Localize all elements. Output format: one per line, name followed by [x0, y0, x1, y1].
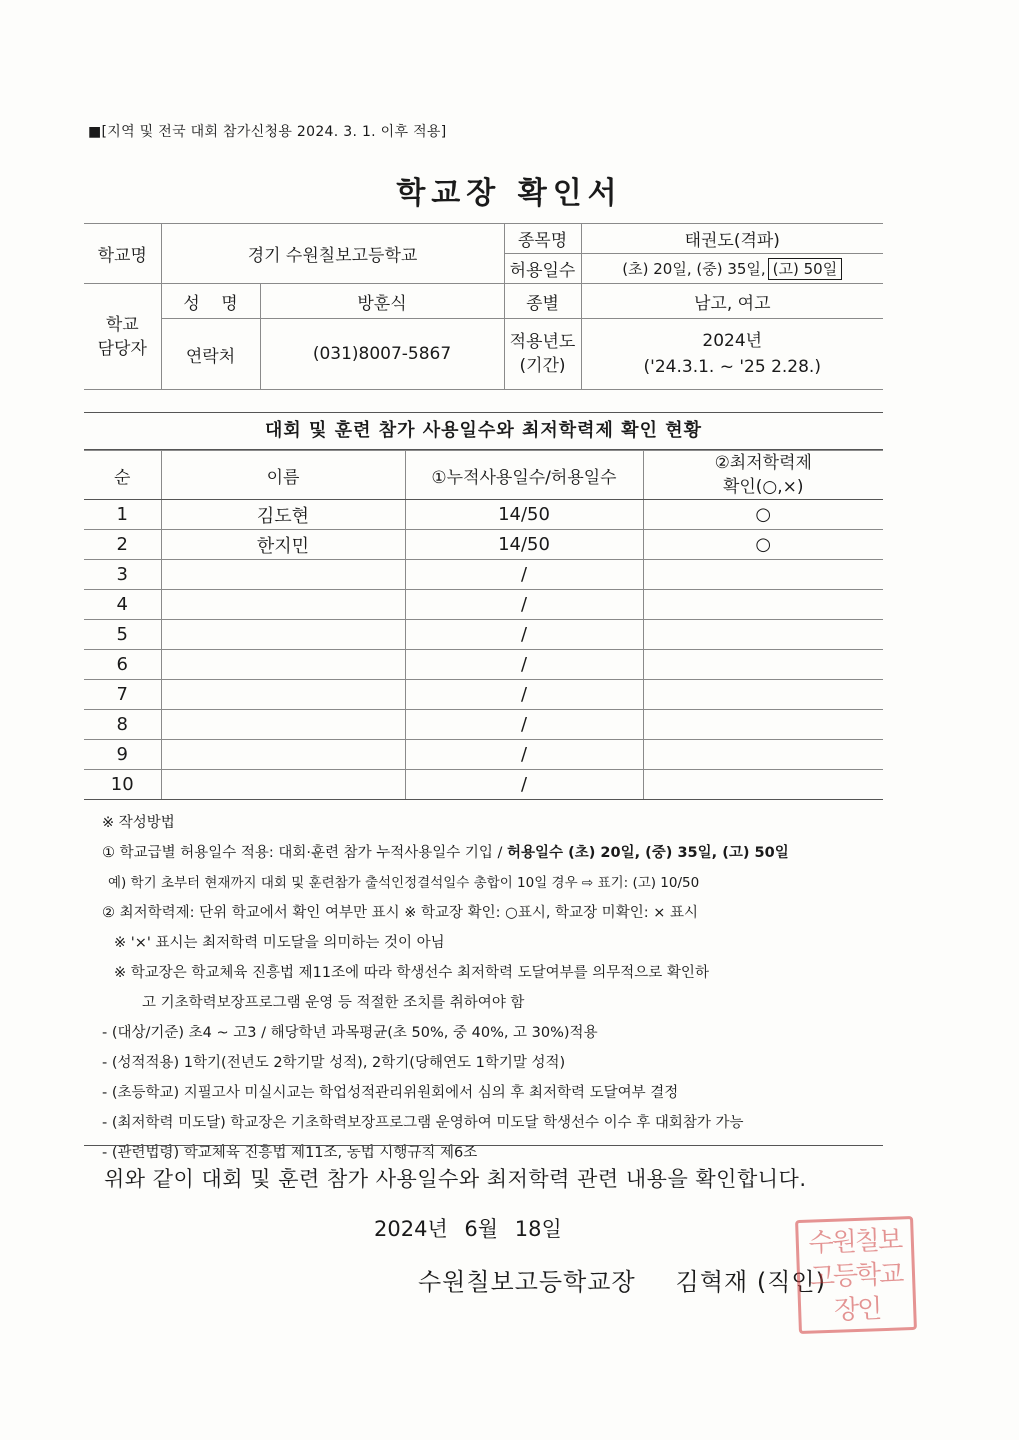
row-days: / — [405, 740, 643, 770]
row-name: 김도현 — [161, 500, 405, 530]
signer-name: 김혁재 (직인) — [675, 1268, 826, 1296]
divider — [84, 1145, 883, 1146]
row-academic-check: ○ — [643, 530, 883, 560]
instruction-1 — [84, 838, 884, 868]
phone-value: (031)8007-5867 — [260, 319, 504, 390]
official-seal-stamp — [795, 1216, 917, 1334]
instruction-2-note-b1: ※ 학교장은 학교체육 진흥법 제11조에 따라 학생선수 최저학력 도달여부를 의무적으로 확인하 — [114, 965, 709, 981]
row-days: / — [405, 770, 643, 800]
phone-label: 연락처 — [161, 319, 260, 390]
instruction-2: ② 최저학력제: 단위 학교에서 확인 여부만 표시 ※ 학교장 확인: ○표시, 학교장 미확인: × 표시 — [102, 905, 698, 921]
detail-elementary: - (초등학교) 지필고사 미실시교는 학업성적관리위원회에서 심의 후 최저학력 도달여부 결정 — [102, 1085, 679, 1101]
row-name — [161, 740, 405, 770]
row-academic-check — [643, 710, 883, 740]
confirmation-text: 위와 같이 대회 및 훈련 참가 사용일수와 최저학력 관련 내용을 확인합니다. — [104, 1167, 807, 1191]
row-order: 5 — [84, 620, 161, 650]
table-row — [84, 650, 883, 680]
row-days: / — [405, 590, 643, 620]
allowed-days-value — [581, 254, 883, 284]
row-days: / — [405, 650, 643, 680]
row-name — [161, 620, 405, 650]
row-academic-check — [643, 770, 883, 800]
detail-target: - (대상/기준) 초4 ~ 고3 / 해당학년 과목평균(초 50%, 중 40%, 고 30%)적용 — [102, 1025, 598, 1041]
table-row — [84, 590, 883, 620]
header-name: 이름 — [161, 451, 405, 500]
instruction-1-example: 예) 학기 초부터 현재까지 대회 및 훈련참가 출석인정결석일수 총합이 10일 경우 ⇨ 표기: (고) 10/50 — [108, 875, 700, 891]
table-row — [84, 770, 883, 800]
table-row — [84, 620, 883, 650]
name-label: 성 명 — [161, 284, 260, 319]
seal-text: 수원칠보고등학교장인 — [808, 1225, 903, 1326]
row-days: 14/50 — [405, 530, 643, 560]
instruction-2-note-b2: 고 기초학력보장프로그램 운영 등 적절한 조치를 취하여야 함 — [142, 995, 525, 1011]
row-days: / — [405, 620, 643, 650]
allowed-days-prefix: (초) 20일, (중) 35일, — [622, 260, 766, 278]
category-label: 종별 — [504, 284, 581, 319]
allowed-days-label: 허용일수 — [504, 254, 581, 284]
participation-table — [84, 450, 883, 800]
row-academic-check — [643, 650, 883, 680]
row-name — [161, 590, 405, 620]
instruction-2-note-a: ※ '×' 표시는 최저학력 미도달을 의미하는 것이 아님 — [114, 935, 445, 951]
allowed-days-high-school: (고) 50일 — [768, 258, 843, 280]
row-name: 한지민 — [161, 530, 405, 560]
table-body — [84, 500, 883, 800]
school-info-table — [84, 223, 883, 390]
instruction-1-text: ① 학교급별 허용일수 적용: 대회·훈련 참가 누적사용일수 기입 / — [102, 845, 508, 861]
application-note: ■[지역 및 전국 대회 참가신청용 2024. 3. 1. 이후 적용] — [88, 124, 447, 140]
row-order: 2 — [84, 530, 161, 560]
row-academic-check — [643, 680, 883, 710]
row-order: 10 — [84, 770, 161, 800]
row-name — [161, 710, 405, 740]
row-order: 9 — [84, 740, 161, 770]
row-order: 6 — [84, 650, 161, 680]
table-row — [84, 680, 883, 710]
signer — [418, 1262, 826, 1297]
row-name — [161, 560, 405, 590]
row-name — [161, 680, 405, 710]
instruction-1-bold: 허용일수 (초) 20일, (중) 35일, (고) 50일 — [507, 845, 789, 861]
row-order: 8 — [84, 710, 161, 740]
table-row — [84, 710, 883, 740]
row-academic-check — [643, 740, 883, 770]
school-value: 경기 수원칠보고등학교 — [161, 224, 504, 284]
row-days: / — [405, 680, 643, 710]
row-name — [161, 650, 405, 680]
signature-date: 2024년 6월 18일 — [374, 1217, 562, 1241]
table-row — [84, 560, 883, 590]
row-order: 1 — [84, 500, 161, 530]
row-days: / — [405, 710, 643, 740]
header-order: 순 — [84, 451, 161, 500]
header-academic: ②최저학력제 확인(○,×) — [643, 451, 883, 500]
year-value: 2024년 ('24.3.1. ~ '25 2.28.) — [581, 319, 883, 390]
instructions — [84, 808, 884, 1168]
row-days: 14/50 — [405, 500, 643, 530]
row-order: 4 — [84, 590, 161, 620]
school-label: 학교명 — [84, 224, 161, 284]
name-value: 방훈식 — [260, 284, 504, 319]
table-row — [84, 740, 883, 770]
event-label: 종목명 — [504, 224, 581, 254]
row-academic-check: ○ — [643, 500, 883, 530]
row-academic-check — [643, 590, 883, 620]
section-title: 대회 및 훈련 참가 사용일수와 최저학력제 확인 현황 — [84, 412, 883, 450]
category-value: 남고, 여고 — [581, 284, 883, 319]
event-value: 태권도(격파) — [581, 224, 883, 254]
row-academic-check — [643, 620, 883, 650]
row-name — [161, 770, 405, 800]
row-days: / — [405, 560, 643, 590]
page-title: 학교장 확인서 — [396, 176, 623, 211]
row-order: 3 — [84, 560, 161, 590]
contact-label: 학교 담당자 — [84, 284, 161, 390]
signer-org: 수원칠보고등학교장 — [418, 1268, 636, 1296]
table-row — [84, 530, 883, 560]
row-order: 7 — [84, 680, 161, 710]
detail-grades: - (성적적용) 1학기(전년도 2학기말 성적), 2학기(당해연도 1학기말 성적) — [102, 1055, 566, 1071]
row-academic-check — [643, 560, 883, 590]
year-label: 적용년도 (기간) — [504, 319, 581, 390]
table-row — [84, 500, 883, 530]
instructions-heading: ※ 작성방법 — [102, 815, 175, 831]
header-days: ①누적사용일수/허용일수 — [405, 451, 643, 500]
detail-law: - (관련법령) 학교체육 진흥법 제11조, 동법 시행규칙 제6조 — [102, 1145, 478, 1161]
detail-below-minimum: - (최저학력 미도달) 학교장은 기초학력보장프로그램 운영하여 미도달 학생선수 이수 후 대회참가 가능 — [102, 1115, 744, 1131]
